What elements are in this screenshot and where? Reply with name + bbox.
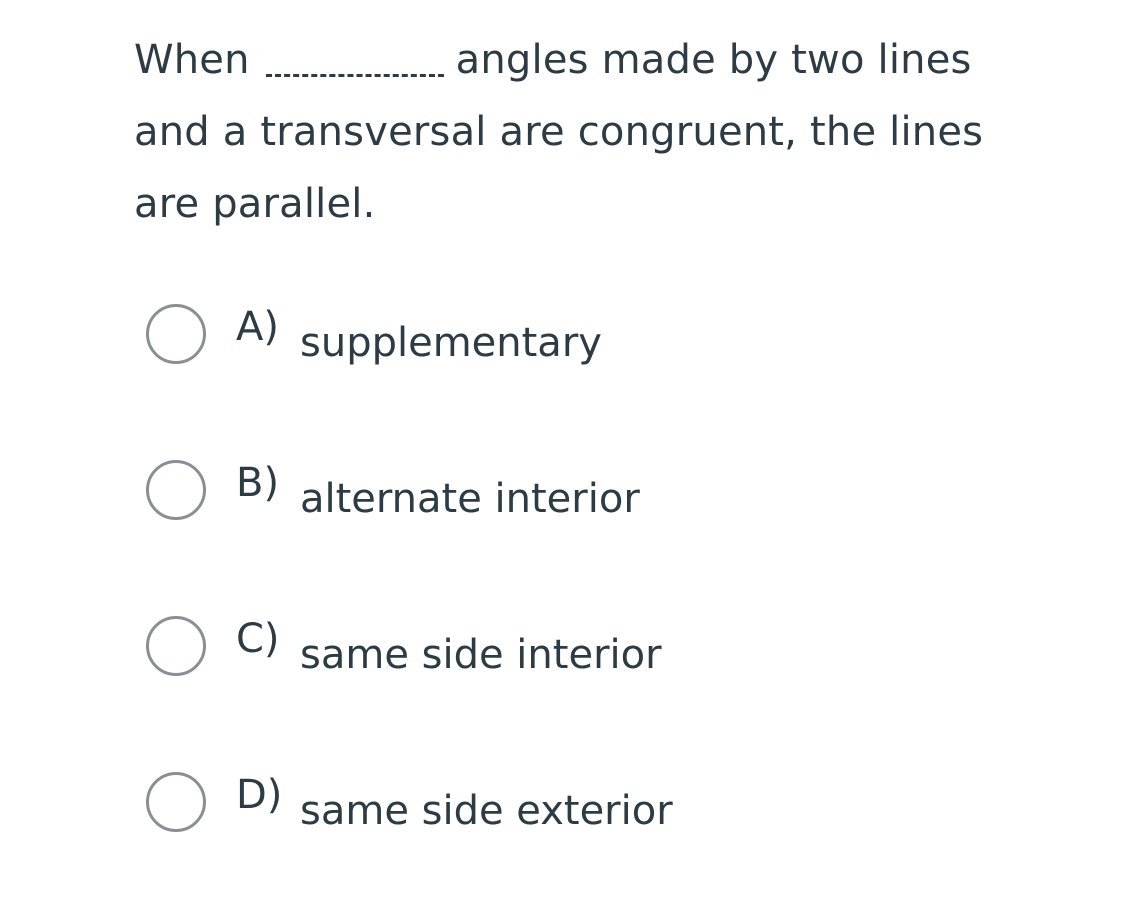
option-c-text: same side interior <box>300 632 662 678</box>
option-b-text: alternate interior <box>300 476 640 522</box>
option-b-letter: B) <box>236 460 280 506</box>
option-d-letter: D) <box>236 772 283 818</box>
option-c-letter: C) <box>236 616 280 662</box>
question-suffix: angles made by two lines and a transversal are congruent, the lines are parallel. <box>134 37 984 227</box>
option-d-text: same side exterior <box>300 788 673 834</box>
radio-button-b[interactable] <box>146 460 206 520</box>
radio-button-d[interactable] <box>146 772 206 832</box>
question-text <box>134 24 1034 240</box>
question-prefix: When <box>134 37 250 83</box>
option-a-letter: A) <box>236 304 279 350</box>
radio-button-c[interactable] <box>146 616 206 676</box>
radio-button-a[interactable] <box>146 304 206 364</box>
answer-blank <box>266 44 444 77</box>
option-a-text: supplementary <box>300 320 602 366</box>
